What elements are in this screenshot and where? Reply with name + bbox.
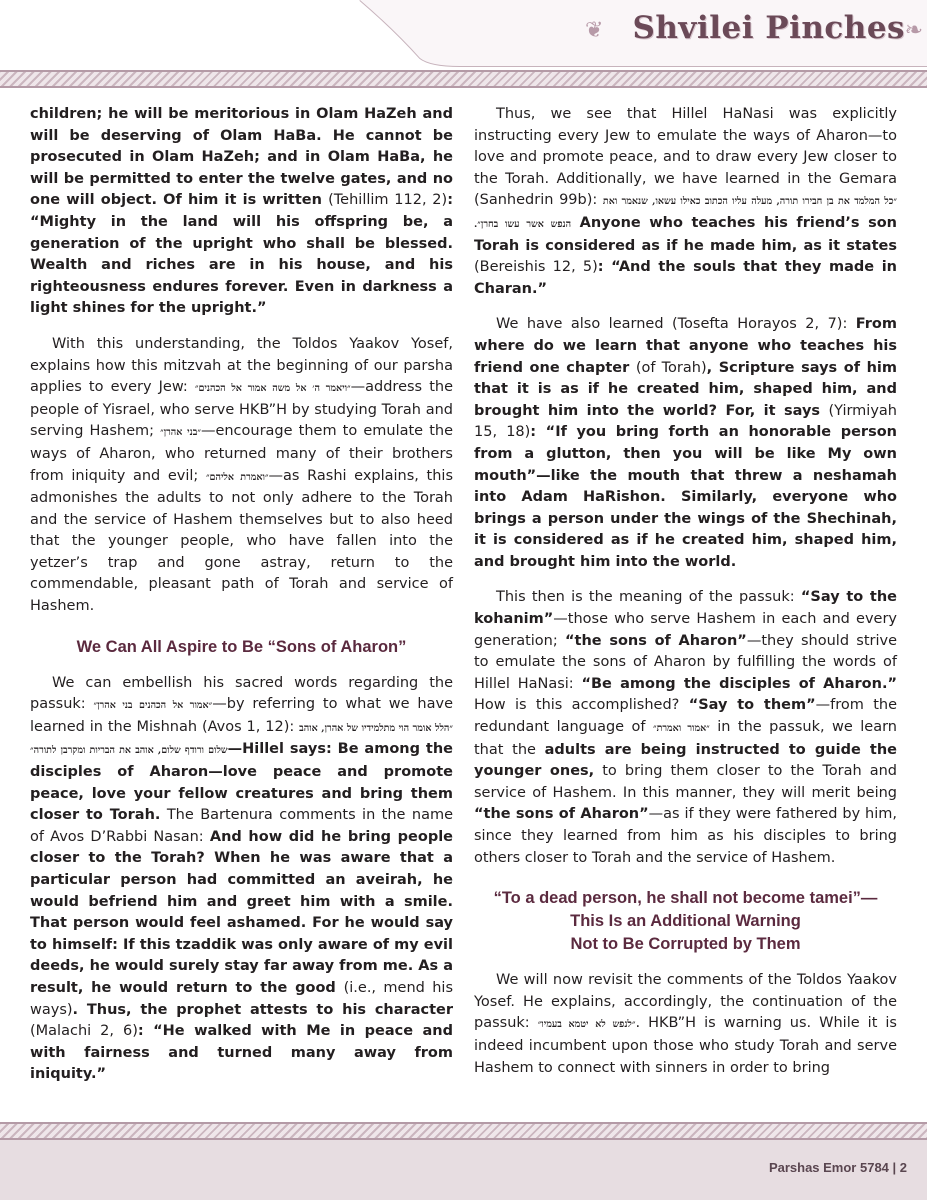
bold-text: . Thus, the prophet attests to his character — [72, 1001, 453, 1018]
hebrew-quote: ״אמור ואמרת״ — [652, 723, 710, 735]
bold-text: From where do we learn that anyone who teaches his friend one chapter — [474, 316, 897, 376]
bold-text: children; he will be meritorious in Olam HaZeh and will be deserving of Olam HaBa. He cannot be prosecuted in Olam HaZeh; and in Olam HaBa, he will be permitted to enter the twelve gates, and no one will object. Of him it is written — [30, 106, 453, 209]
bold-text: Anyone who teaches his friend’s son Torah is considered as if he made him, as it states — [474, 214, 897, 254]
hebrew-quote: ״ויאמר ה׳ אל משה אמור אל הכהנים״ — [194, 383, 351, 395]
paragraph — [474, 970, 897, 1079]
hebrew-quote: ״אמור אל הכהנים בני אהרן״ — [93, 700, 213, 712]
text: —encourage them to emulate the ways of Aharon, who returned many of their brothers from iniquity and evil; — [30, 423, 453, 484]
bold-text: : “He walked with Me in peace and with fairness and turned many away from iniquity.” — [30, 1023, 454, 1083]
right-column — [474, 104, 897, 1093]
bold-text: “Say to them” — [688, 697, 816, 714]
text: We can embellish his sacred words regarding the passuk: — [30, 674, 453, 713]
text: (Bereishis 12, 5) — [474, 259, 598, 276]
bold-text: : “If you bring forth an honorable person from a glutton, then you will be like My own mouth”—like the mouth that threw a neshamah into Adam HaRishon. Similarly, everyone who brings a person under the wings of the Shechinah, it is considered as if he created him, shaped him, and brought him into the world. — [474, 424, 897, 570]
text: (of Torah) — [635, 359, 707, 376]
hebrew-quote: ״ואמרת אליהם״ — [205, 471, 269, 483]
paragraph — [474, 104, 897, 300]
left-column — [30, 104, 453, 1100]
text: —from the redundant language of — [474, 697, 898, 736]
text: —address the people of Yisrael, who serve HKB”H by studying Torah and serving Hashem; — [30, 379, 453, 440]
hebrew-quote: ״לנפש לא יטמא בעמיו״ — [537, 1019, 636, 1031]
text: —as Rashi explains, this admonishes the adults to not only adhere to the Torah and the service of Hashem themselves but to also heed that the younger people, who have fallen into the yetzer’s trap and gone astray, return to the commendable, pleasant path of Torah and service of Hashem. — [30, 467, 454, 615]
paragraph — [30, 334, 453, 618]
text: (Yirmiyah 15, 18) — [474, 402, 897, 441]
top-ornamental-band — [0, 70, 927, 88]
text: (Tehillim 112, 2) — [328, 192, 448, 209]
bold-text: adults are being instructed to guide the younger ones, — [474, 741, 897, 780]
text: This then is the meaning of the passuk: — [496, 589, 801, 606]
bold-text: “Be among the disciples of Aharon.” — [581, 675, 897, 692]
bold-text: —Hillel says: Be among the disciples of Aharon—love peace and promote peace, love your fellow creatures and bring them closer to Torah. — [30, 741, 453, 824]
heading-line: Not to Be Corrupted by Them — [570, 935, 801, 954]
text: (i.e., mend his ways) — [30, 979, 454, 1018]
paragraph — [474, 587, 897, 869]
text: in the passuk, we learn that the — [474, 719, 897, 758]
text: How is this accomplished? — [474, 697, 689, 714]
bold-text: “the sons of Aharon” — [474, 806, 649, 823]
hebrew-quote: ״בני אהרן״ — [160, 427, 201, 439]
text: We have also learned (Tosefta Horayos 2, 7): — [496, 316, 856, 333]
text: Thus, we see that Hillel HaNasi was explicitly instructing every Jew to emulate the ways of Aharon—to love and promote peace, and to draw every Jew closer to the Torah. Additionally, we have learned in the Gemara (Sanhedrin 99b): — [474, 106, 897, 209]
text: The Bartenura comments in the name of Avos D’Rabbi Nasan: — [30, 807, 453, 845]
heading-line: This Is an Additional Warning — [570, 912, 801, 931]
text: . HKB”H is warning us. While it is indeed incumbent upon those who study Torah and serve Hashem to connect with sinners in order to bring — [474, 1015, 897, 1076]
text: —as if they were fathered by him, since they learned from him as his disciples to bring others closer to Torah and the service of Hashem. — [474, 806, 897, 866]
paragraph — [30, 673, 453, 1086]
text: With this understanding, the Toldos Yaakov Yosef, explains how this mitzvah at the beginning of our parsha applies to every Jew: — [30, 335, 453, 396]
text: —by referring to what we have learned in the Mishnah (Avos 1, 12): — [30, 696, 454, 735]
ornament-left-icon: ❦ — [585, 18, 604, 43]
page-header-title: Shvilei Pinches — [632, 10, 905, 46]
hebrew-quote: ״כל המלמד את בן חבירו תורה, מעלה עליו הכתוב כאילו עשאו, שנאמר ואת הנפש אשר עשו בחרן״. — [474, 196, 897, 230]
paragraph — [30, 104, 453, 320]
text: —they should strive to emulate the sons of Aharon by fulfilling the words of Hillel HaNasi: — [474, 632, 898, 692]
heading-line: “To a dead person, he shall not become tamei”— — [493, 889, 878, 908]
text: We will now revisit the comments of the Toldos Yaakov Yosef. He explains, accordingly, the continuation of the passuk: — [474, 972, 897, 1032]
text: —those who serve Hashem in each and every generation; — [474, 611, 897, 649]
text: (Malachi 2, 6) — [30, 1023, 138, 1040]
ornament-right-icon: ❧ — [904, 18, 923, 43]
bold-text: “Say to the kohanim” — [474, 589, 898, 628]
bottom-ornamental-band — [0, 1122, 927, 1140]
bold-text: And how did he bring people closer to the Torah? When he was aware that a particular person had committed an aveirah, he would befriend him and greet him with a smile. That person would feel ashamed. For he would say to himself: If this tzaddik was only aware of my evil deeds, he would surely stay far away from me. As a result, he would return to the good — [30, 828, 454, 996]
bold-text: : “Mighty in the land will his offspring be, a generation of the upright who shall be blessed. Wealth and riches are in his house, and his righteousness endures forever. Even in darkness a light shines for the upright.” — [30, 192, 453, 317]
bold-text: , Scripture says of him that it is as if he created him, shaped him, and brought him into the world? For, it says — [474, 359, 898, 419]
footer-page-label: Parshas Emor 5784 | 2 — [768, 1160, 907, 1175]
bold-text: “the sons of Aharon” — [565, 632, 747, 649]
paragraph — [474, 314, 897, 573]
hebrew-quote: ״הלל אומר הוי מתלמידיו של אהרן, אוהב שלום ורודף שלום, אוהב את הבריות ומקרבן לתורה״ — [30, 722, 453, 757]
section-heading — [474, 887, 897, 956]
section-heading: We Can All Aspire to Be “Sons of Aharon” — [76, 637, 407, 656]
text: to bring them closer to the Torah and service of Hashem. In this manner, they will merit being — [474, 763, 897, 801]
bold-text: : “And the souls that they made in Charan.” — [474, 259, 897, 297]
